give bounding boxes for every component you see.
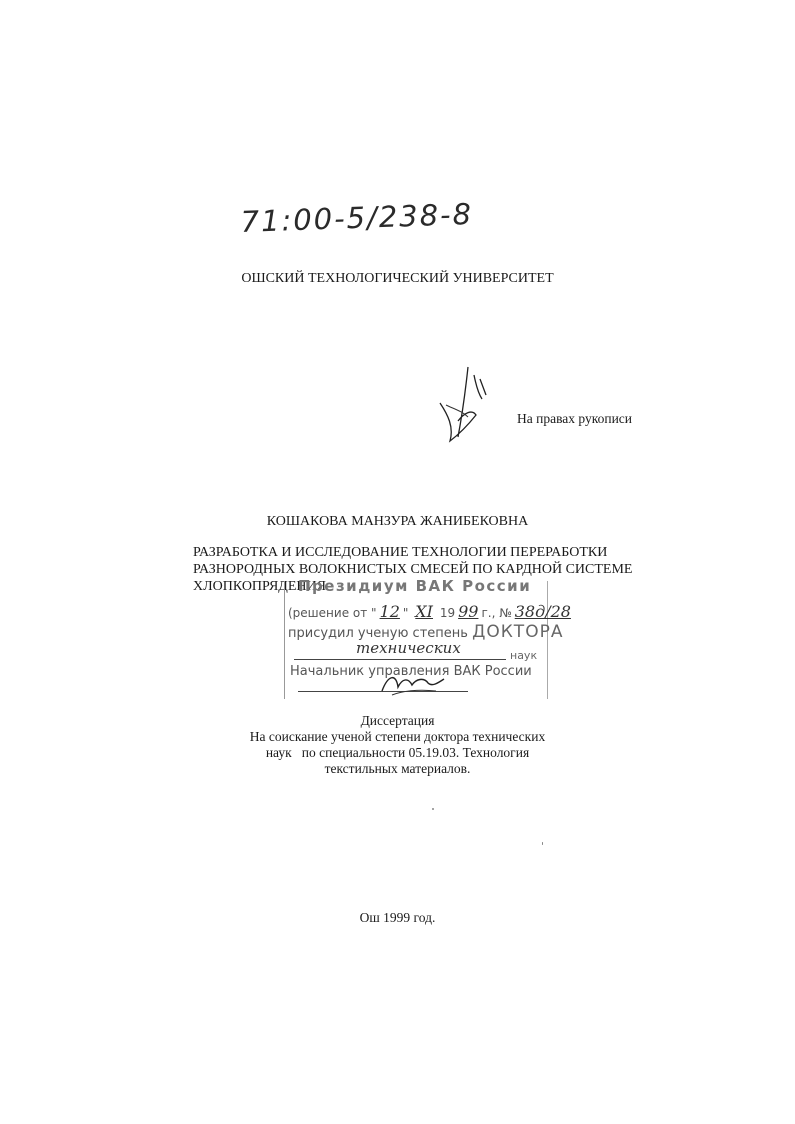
- vak-stamp: [268, 573, 571, 701]
- stamp-chief: Начальник управления ВАК России: [290, 664, 532, 679]
- dissertation-line-2: наук по специальности 05.19.03. Технология: [265, 745, 530, 760]
- stamp-decision-day: 12: [379, 602, 400, 621]
- stamp-decision-sep: ": [402, 606, 409, 620]
- rights-note: На правах рукописи: [517, 411, 633, 426]
- dissertation-info: [0, 713, 795, 777]
- stamp-sciences: наук: [510, 649, 538, 662]
- title-line-2: РАЗНОРОДНЫХ ВОЛОКНИСТЫХ СМЕСЕЙ ПО КАРДНОЙ СИСТЕМЕ: [193, 562, 633, 577]
- author-signature: [428, 365, 500, 445]
- dissertation-label: Диссертация: [360, 713, 435, 728]
- catalog-number: 71:00-5/238-8: [240, 196, 474, 239]
- stamp-header: Президиум ВАК России: [298, 577, 532, 595]
- stamp-decision-year-prefix: 19: [439, 606, 456, 620]
- author-name: КОШАКОВА МАНЗУРА ЖАНИБЕКОВНА: [266, 514, 529, 529]
- dissertation-line-1: На соискание ученой степени доктора технических: [249, 729, 546, 744]
- scan-speck: [432, 808, 434, 810]
- stamp-field-rule: [294, 659, 506, 660]
- stamp-decision: [288, 602, 574, 621]
- city-year: Ош 1999 год.: [359, 910, 436, 925]
- stamp-decision-number-prefix: г., №: [481, 606, 512, 620]
- stamp-decision-number: 38д/28: [514, 602, 571, 621]
- title-line-1: РАЗРАБОТКА И ИССЛЕДОВАНИЕ ТЕХНОЛОГИИ ПЕРЕРАБОТКИ: [193, 545, 608, 560]
- stamp-decision-year: 99: [458, 602, 479, 621]
- scan-speck: [542, 842, 543, 845]
- stamp-field: технических: [356, 639, 461, 657]
- stamp-decision-month: XI: [415, 602, 433, 621]
- title-line-3: ХЛОПКОПРЯДЕНИЯ: [193, 579, 326, 594]
- stamp-signature: [378, 669, 448, 699]
- university-name: ОШСКИЙ ТЕХНОЛОГИЧЕСКИЙ УНИВЕРСИТЕТ: [241, 271, 554, 286]
- stamp-degree-name: ДОКТОРА: [472, 622, 564, 642]
- stamp-decision-prefix: (решение от ": [288, 606, 377, 620]
- stamp-awarded: присудил ученую степень: [288, 626, 468, 641]
- dissertation-line-3: текстильных материалов.: [324, 761, 471, 776]
